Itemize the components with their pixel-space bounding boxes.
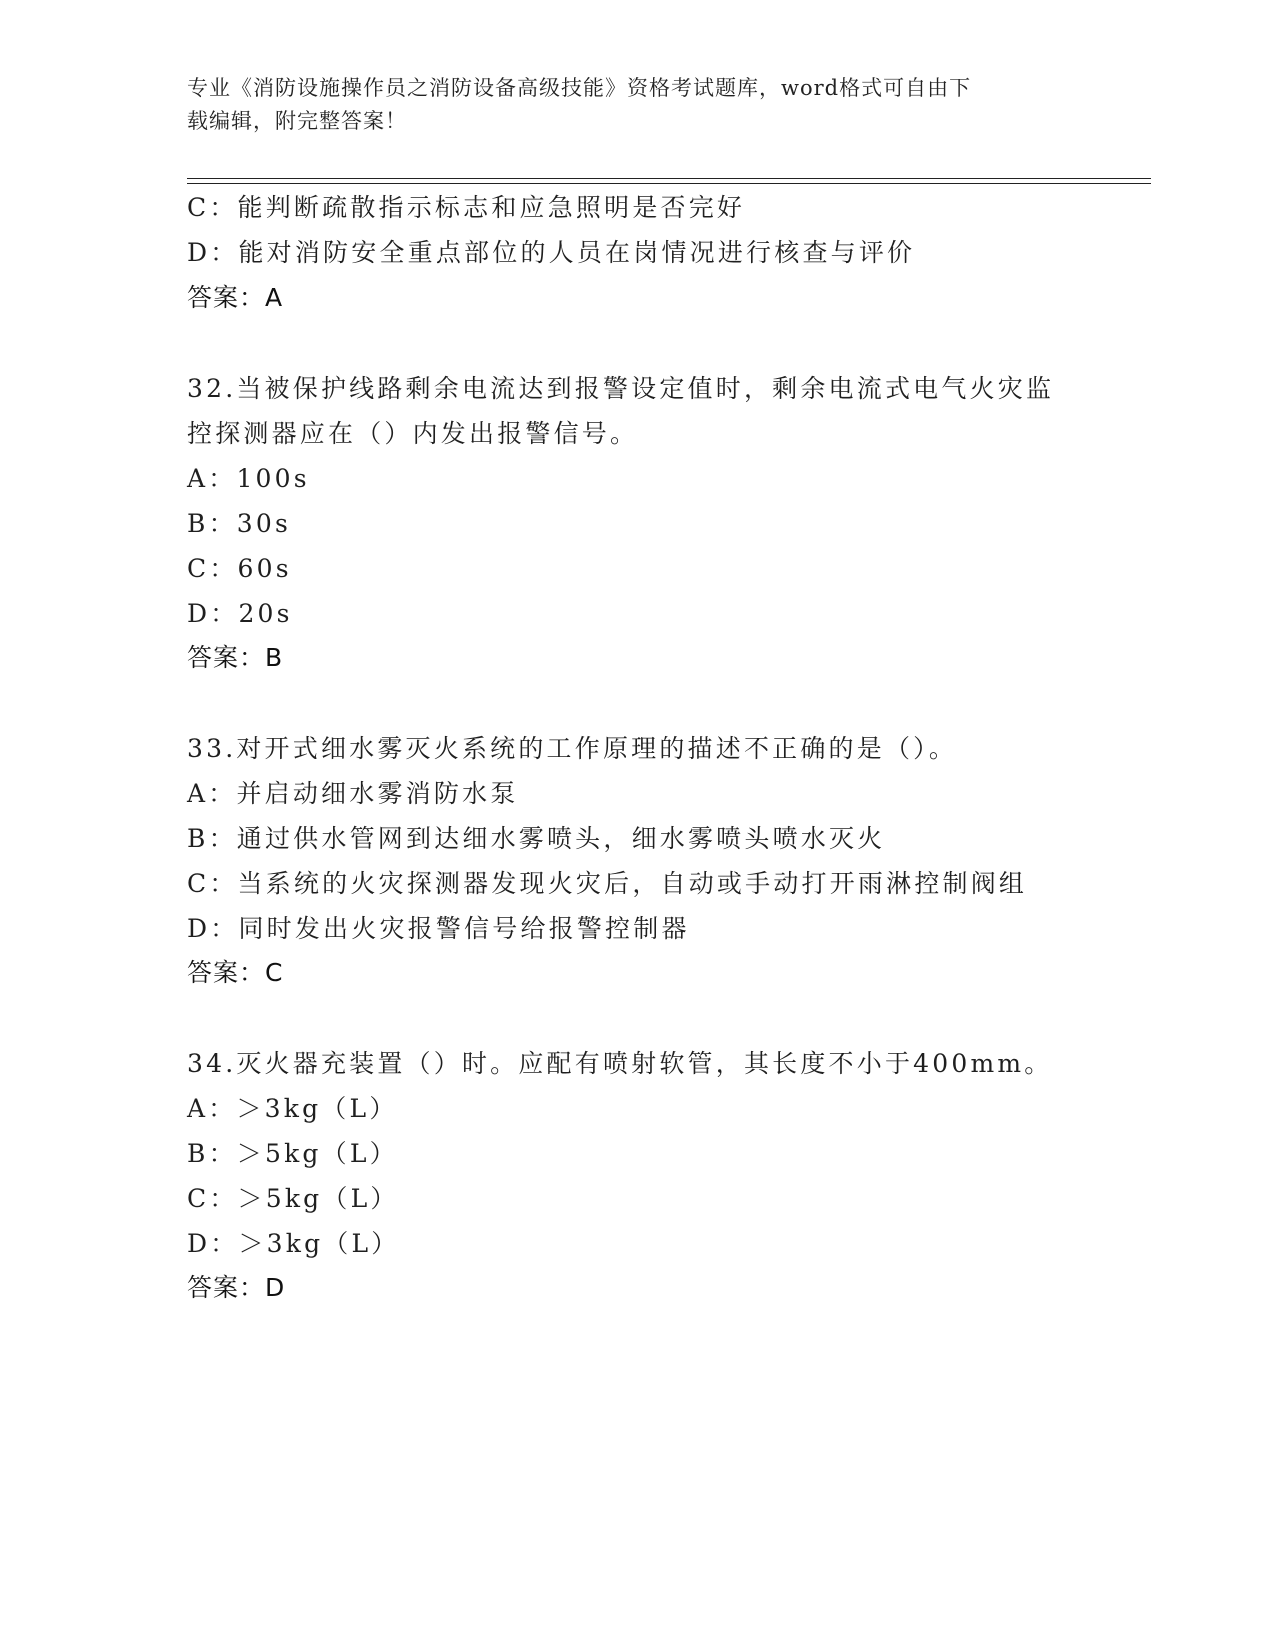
- q32-stem-line-2: 控探测器应在（）内发出报警信号。: [187, 419, 639, 448]
- q32-option-d: D：20s: [187, 599, 293, 628]
- q33-stem-line-1: 33.对开式细水雾灭火系统的工作原理的描述不正确的是（）。: [187, 734, 958, 763]
- q32-option-c: C：60s: [187, 554, 292, 583]
- q34-option-b: B：＞5kg（L）: [187, 1139, 398, 1168]
- q32-option-a: A：100s: [187, 464, 310, 493]
- q34-answer: 答案：D: [187, 1273, 286, 1302]
- q33-option-c: C：当系统的火灾探测器发现火灾后，自动或手动打开雨淋控制阀组: [187, 869, 1028, 898]
- header-line-2: 载编辑，附完整答案！: [187, 109, 407, 133]
- q34-option-a: A：＞3kg（L）: [187, 1094, 398, 1123]
- header-divider-top: [187, 178, 1151, 179]
- q31-option-d: D：能对消防安全重点部位的人员在岗情况进行核查与评价: [187, 238, 916, 267]
- q33-option-a: A：并启动细水雾消防水泵: [187, 779, 519, 808]
- header-divider-bottom: [187, 183, 1151, 184]
- document-header: [187, 72, 1087, 138]
- q33-answer: 答案：C: [187, 958, 284, 987]
- q34-option-c: C：＞5kg（L）: [187, 1184, 399, 1213]
- q33-option-b: B：通过供水管网到达细水雾喷头，细水雾喷头喷水灭火: [187, 824, 886, 853]
- q33-option-d: D：同时发出火灾报警信号给报警控制器: [187, 914, 690, 943]
- q31-option-c: C：能判断疏散指示标志和应急照明是否完好: [187, 193, 746, 222]
- q32-answer: 答案：B: [187, 643, 284, 672]
- q31-answer: 答案：A: [187, 283, 284, 312]
- q32-option-b: B：30s: [187, 509, 292, 538]
- q34-stem-line-1: 34.灭火器充装置（）时。应配有喷射软管，其长度不小于400mm。: [187, 1049, 1053, 1078]
- header-line-1: 专业《消防设施操作员之消防设备高级技能》资格考试题库，word格式可自由下: [187, 76, 972, 100]
- q34-option-d: D：＞3kg（L）: [187, 1229, 400, 1258]
- q32-stem-line-1: 32.当被保护线路剩余电流达到报警设定值时，剩余电流式电气火灾监: [187, 374, 1055, 403]
